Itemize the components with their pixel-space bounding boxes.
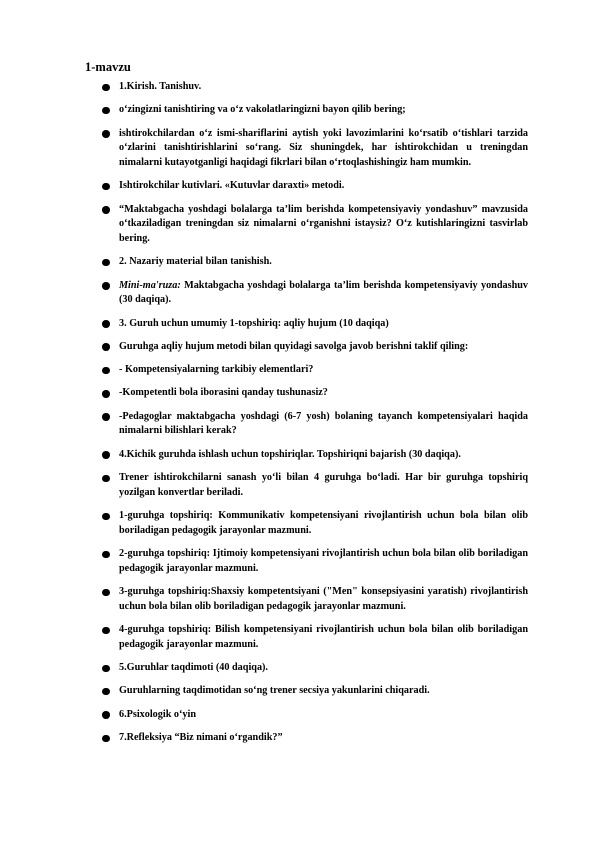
list-item [102, 731, 528, 746]
bullet-icon [102, 367, 110, 375]
list-item [102, 179, 528, 194]
list-item [102, 547, 528, 576]
list-item-text: -Pedagoglar maktabgacha yoshdagi (6-7 yosh) bolaning tayanch kompetensiyalari haqida nimalarni bilishlari kerak? [119, 410, 528, 437]
list-item-text: 1-guruhga topshiriq: Kommunikativ kompetensiyani rivojlantirish uchun bola bilan olib boriladigan pedagogik jarayonlar mazmuni. [119, 510, 528, 536]
list-item [102, 661, 528, 676]
bullet-icon [102, 513, 110, 521]
list-item-text: “Maktabgacha yoshdagi bolalarga ta’lim berishda kompetensiyaviy yondashuv” mavzusida o‘tkaziladigan treningdan siz nimalarni o‘rganishni istaysiz? O‘z kutishlaringizni tasvirlab bering. [119, 203, 528, 244]
list-item-text: Guruhlarning taqdimotidan so‘ng trener secsiya yakunlarini chiqaradi. [119, 685, 430, 697]
bullet-icon [102, 130, 110, 138]
list-item [102, 448, 528, 463]
list-item [102, 103, 528, 118]
list-item-text: 4-guruhga topshiriq: Bilish kompetensiyani rivojlantirish uchun bola bilan olib boriladigan pedagogik jarayonlar mazmuni. [119, 624, 528, 650]
bullet-icon [102, 451, 110, 459]
bullet-list [102, 80, 528, 754]
list-item [102, 279, 528, 308]
list-item-text: Trener ishtirokchilarni sanash yo‘li bilan 4 guruhga bo‘ladi. Har bir guruhga topshiriq yozilgan konvertlar beriladi. [119, 472, 528, 498]
list-item-text: 3. Guruh uchun umumiy 1-topshiriq: aqliy hujum (10 daqiqa) [119, 317, 389, 329]
list-item [102, 684, 528, 699]
bullet-icon [102, 627, 110, 635]
list-item [102, 623, 528, 652]
bullet-icon [102, 320, 110, 328]
list-item-text: Guruhga aqliy hujum metodi bilan quyidagi savolga javob berishni taklif qiling: [119, 340, 469, 352]
list-item-text: 5.Guruhlar taqdimoti (40 daqiqa). [119, 662, 268, 674]
bullet-icon [102, 711, 110, 719]
list-item-text: Ishtirokchilar kutivlari. «Kutuvlar daraxti» metodi. [119, 180, 345, 192]
list-item [102, 509, 528, 538]
list-item [102, 203, 528, 247]
list-item-text: - Kompetensiyalarning tarkibiy elementlari? [119, 364, 314, 376]
bullet-icon [102, 84, 110, 92]
list-item [102, 708, 528, 723]
list-item-text: 6.Psixologik o‘yin [119, 708, 196, 720]
bullet-icon [102, 475, 110, 483]
list-item-text: 3-guruhga topshiriq:Shaxsiy kompetentsiyani ("Men" konsepsiyasini yaratish) rivojlantirish uchun bola bilan olib boriladigan pedagogik jarayonlar mazmuni. [119, 586, 528, 612]
list-item [102, 363, 528, 378]
bullet-icon [102, 413, 110, 421]
list-item-text: 2-guruhga topshiriq: Ijtimoiy kompetensiyani rivojlantirish uchun bola bilan olib boriladigan pedagogik jarayonlar mazmuni. [119, 548, 528, 574]
bullet-icon [102, 390, 110, 398]
list-item-text: 7.Refleksiya “Biz nimani o‘rgandik?” [119, 731, 283, 743]
list-item-text: Maktabgacha yoshdagi bolalarga ta’lim berishda kompetensiyaviy yondashuv (30 daqiqa). [119, 279, 528, 306]
list-item [102, 471, 528, 500]
bullet-icon [102, 343, 110, 351]
list-item-text: 2. Nazariy material bilan tanishish. [119, 256, 272, 268]
list-item [102, 585, 528, 614]
list-item [102, 80, 528, 95]
bullet-icon [102, 206, 110, 214]
list-item [102, 386, 528, 401]
bullet-icon [102, 551, 110, 559]
list-item-text: o‘zingizni tanishtiring va o‘z vakolatlaringizni bayon qilib bering; [119, 104, 406, 116]
page-title: 1-mavzu [85, 60, 131, 74]
list-item-label: Mini-ma'ruza: [119, 279, 181, 291]
bullet-icon [102, 688, 110, 696]
list-item [102, 317, 528, 332]
bullet-icon [102, 259, 110, 267]
list-item [102, 255, 528, 270]
list-item-text: ishtirokchilardan o‘z ismi-shariflarini aytish yoki lavozimlarini ko‘rsatib o‘tishlari tarzida o‘zlarini tanishtirishlarini so‘rang. Siz shuningdek, har ishtirokchidan u treningdan nimalarni kutayotganligi haqidagi fikrlari bilan o‘rtoqlashishingiz ham mumkin. [119, 127, 528, 168]
bullet-icon [102, 282, 110, 290]
bullet-icon [102, 665, 110, 673]
bullet-icon [102, 183, 110, 191]
list-item-text: -Kompetentli bola iborasini qanday tushunasiz? [119, 387, 328, 399]
bullet-icon [102, 589, 110, 597]
list-item [102, 410, 528, 439]
list-item-text: 4.Kichik guruhda ishlash uchun topshiriqlar. Topshiriqni bajarish (30 daqiqa). [119, 448, 461, 460]
list-item [102, 127, 528, 171]
list-item [102, 340, 528, 355]
bullet-icon [102, 735, 110, 743]
list-item-text: 1.Kirish. Tanishuv. [119, 81, 202, 92]
bullet-icon [102, 107, 110, 115]
